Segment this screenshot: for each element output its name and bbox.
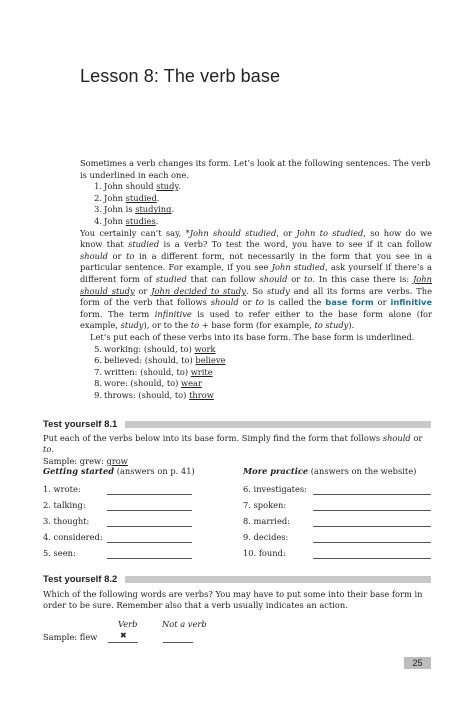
answer-blank[interactable] [107,484,192,495]
answer-blank[interactable] [313,516,431,527]
x-mark-icon: ✖ [120,631,127,640]
answer-blank[interactable] [313,532,431,543]
exercise-item: 8. married: [243,516,433,528]
list-item: 2. John studied. [94,192,160,203]
lesson-body [80,158,432,401]
test-8-1-instructions: Put each of the verbs below into its base form. Simply find the form that follows should or to. Sample: grew: grow [43,433,423,466]
answer-blank[interactable] [313,548,431,559]
list-item: 6. believed: (should, to) believe [94,355,226,366]
more-practice-heading: More practice (answers on the website) [243,466,417,476]
exercise-item: 2. talking: [43,500,195,512]
answer-blank[interactable] [313,484,431,495]
answer-blank[interactable] [107,500,192,511]
answer-blank[interactable] [107,516,192,527]
answer-blank[interactable] [313,500,431,511]
keyword-infinitive: infinitive [390,297,433,308]
exercise-item: 3. thought: [43,516,195,528]
list-item: 5. working: (should, to) work [94,343,216,354]
test-8-2-instructions: Which of the following words are verbs? You may have to put some into their base form in order to be sure. Remember also that a verb usually indicates an action. [43,589,423,611]
intro-paragraph: Sometimes a verb changes its form. Let’s look at the following sentences. The verb is underlined in each one. [80,158,431,180]
not-verb-answer-blank[interactable] [163,632,193,643]
getting-started-heading: Getting started (answers on p. 41) [43,466,195,476]
lesson-title: Lesson 8: The verb base [80,66,281,86]
answer-blank[interactable] [107,532,192,543]
exercise-item: 5. seen: [43,548,195,560]
list-item: 4. John studies. [94,215,159,226]
exercise-item: 7. spoken: [243,500,433,512]
exercise-item: 4. considered: [43,532,195,544]
page-number: 25 [404,657,431,669]
list-item: 7. written: (should, to) write [94,366,213,377]
verb-column-heading: Verb [118,619,138,629]
exercise-item: 9. decides: [243,532,433,544]
answer-blank[interactable] [107,548,192,559]
example-sentence-list [80,181,432,227]
exercise-item: 1. wrote: [43,484,195,496]
section-rule [125,576,431,583]
base-example-list [80,344,432,402]
exercise-item: 6. investigates: [243,484,433,496]
list-item: 3. John is studying. [94,204,175,215]
keyword-base-form: base form [325,297,374,308]
test-8-2-header: Test yourself 8.2 [43,573,431,585]
exercise-item: 10. found: [243,548,433,560]
list-item: 9. throws: (should, to) throw [94,389,214,400]
sample-row: Sample: flew [43,632,98,642]
not-verb-column-heading: Not a verb [162,619,207,629]
section-rule [125,421,431,428]
explanation-paragraph: You certainly can’t say, *John should studied, or John to studied, so how do we know that studied is a verb? To test the word, you have to see if it can follow should or to in a different form, not necessarily in the form that you see in a particular sentence. For example, if you see John studied, ask yourself if there’s a different form of studied that can follow should or to. In this case there is: John should study or John decided to study. So study and all its forms are verbs. The form of the verb that follows should or to is called the base form or infinitive form. The term infinitive is used to refer either to the base form alone (for example, study), or to the to + base form (for example, to study). [80,227,433,331]
test-8-1-header: Test yourself 8.1 [43,418,431,430]
list-item: 8. wore: (should, to) wear [94,378,202,389]
base-form-intro: Let’s put each of these verbs into its base form. The base form is underlined. [90,331,415,342]
list-item: 1. John should study. [94,181,181,192]
